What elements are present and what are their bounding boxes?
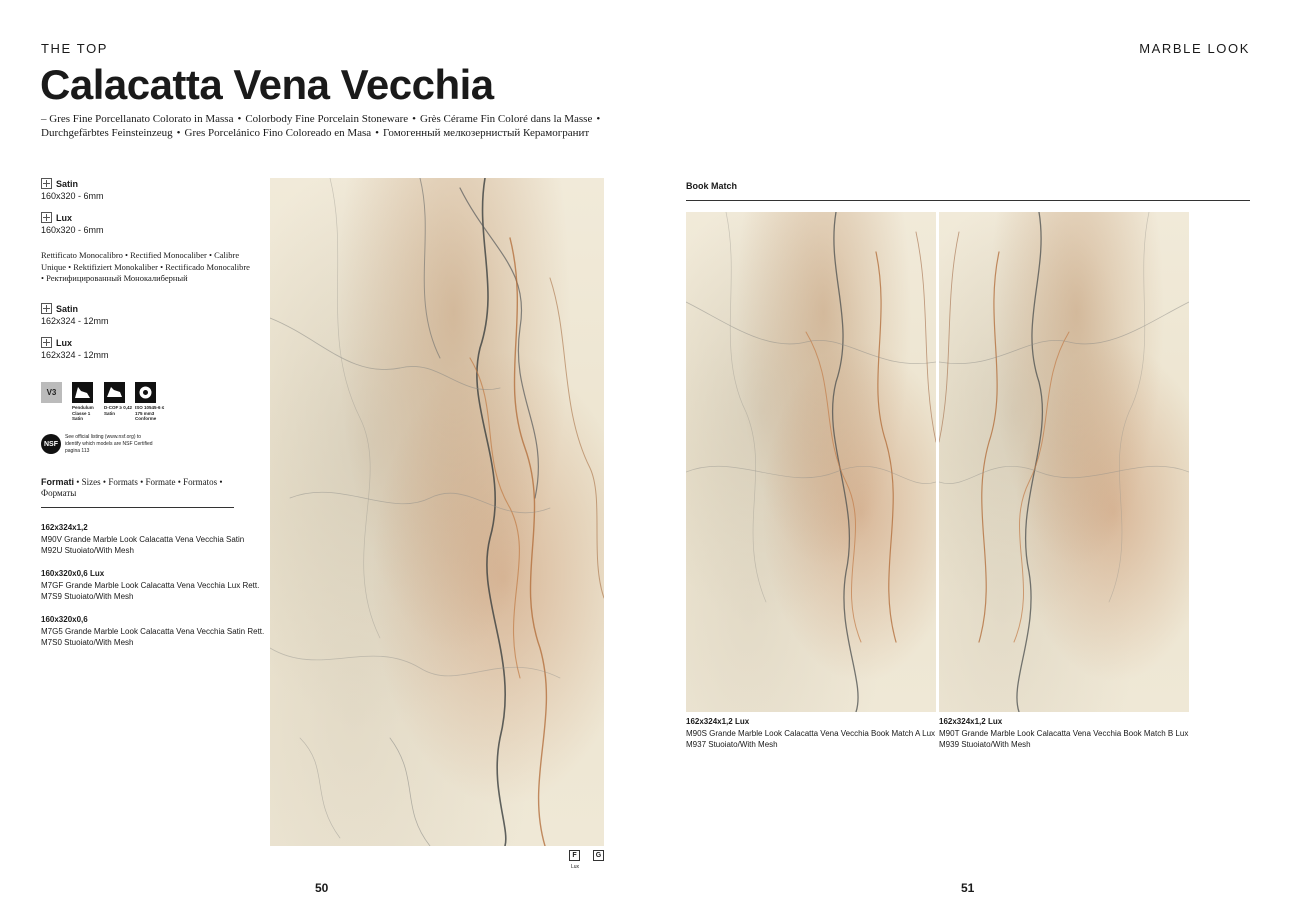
book-match-b-image	[939, 212, 1189, 712]
book-match-divider	[686, 200, 1250, 201]
iso-icon	[135, 382, 156, 403]
format-block: 160x320x0,6 M7G5 Grande Marble Look Calacatta Vena Vecchia Satin Rett. M7S0 Stuoiato/With Mesh	[41, 615, 265, 647]
marble-slab-image	[270, 178, 604, 846]
book-match-a-caption: 162x324x1,2 Lux M90S Grande Marble Look Calacatta Vena Vecchia Book Match A Lux M937 Stuoiato/With Mesh	[686, 717, 936, 749]
book-match-b-caption: 162x324x1,2 Lux M90T Grande Marble Look Calacatta Vena Vecchia Book Match B Lux M939 Stuoiato/With Mesh	[939, 717, 1189, 749]
finish-icon	[41, 303, 52, 314]
subtitle-line-1: – Gres Fine Porcellanato Colorato in Massa • Colorbody Fine Porcelain Stoneware • Grès Cérame Fin Coloré dans la Masse •	[41, 113, 601, 125]
v-shade-badge: V3	[41, 382, 62, 403]
format-block: 162x324x1,2 M90V Grande Marble Look Calacatta Vena Vecchia Satin M92U Stuoiato/With Mesh	[41, 523, 245, 555]
finish-satin-6mm: Satin 160x320 - 6mm	[41, 178, 104, 201]
finish-satin-12mm: Satin 162x324 - 12mm	[41, 303, 109, 326]
book-match-a-image	[686, 212, 936, 712]
cert-pendulum: Pendulum Classe 1 Satin	[72, 382, 102, 422]
subtitle-line-2: Durchgefärbtes Feinsteinzeug • Gres Porcelánico Fino Coloreado en Masa • Гомогенный мелкозернистый Керамогранит	[41, 127, 590, 139]
tag-f: F	[569, 850, 580, 861]
tag-g: G	[593, 850, 604, 861]
page-title: Calacatta Vena Vecchia	[40, 61, 494, 108]
finish-lux-12mm: Lux 162x324 - 12mm	[41, 337, 109, 360]
book-match-label: Book Match	[686, 181, 738, 191]
section-label-left: THE TOP	[41, 41, 109, 56]
finish-icon	[41, 178, 52, 189]
formats-divider	[41, 507, 234, 508]
dcof-icon	[104, 382, 125, 403]
page-number-left: 50	[315, 881, 329, 895]
format-block: 160x320x0,6 Lux M7GF Grande Marble Look Calacatta Vena Vecchia Lux Rett. M7S9 Stuoiato/With Mesh	[41, 569, 260, 601]
page-number-right: 51	[961, 881, 975, 895]
finish-lux-6mm: Lux 160x320 - 6mm	[41, 212, 104, 235]
nsf-text: See official listing (www.nsf.org) to identify which models are NSF Certified pagina 113	[65, 434, 153, 454]
tag-caption: Lux	[571, 864, 580, 870]
formats-title: Formati • Sizes • Formats • Formate • Formatos • Форматы	[41, 477, 223, 498]
nsf-badge-icon: NSF	[41, 434, 61, 454]
subtitle	[41, 112, 611, 140]
section-label-right: MARBLE LOOK	[1139, 41, 1250, 56]
finish-icon	[41, 212, 52, 223]
finish-icon	[41, 337, 52, 348]
cert-iso: ISO 10545-6 ≤ 175 mm3 Conforme	[135, 382, 165, 422]
cert-dcof: D-COF ≥ 0,42 Satin	[104, 382, 134, 416]
rectified-note: Rettificato Monocalibro • Rectified Monocaliber • Calibre Unique • Rektifiziert Monokaliber • Rectificado Monocalibre • Ректифицированный Монокалиберный	[41, 250, 250, 283]
pendulum-icon	[72, 382, 93, 403]
